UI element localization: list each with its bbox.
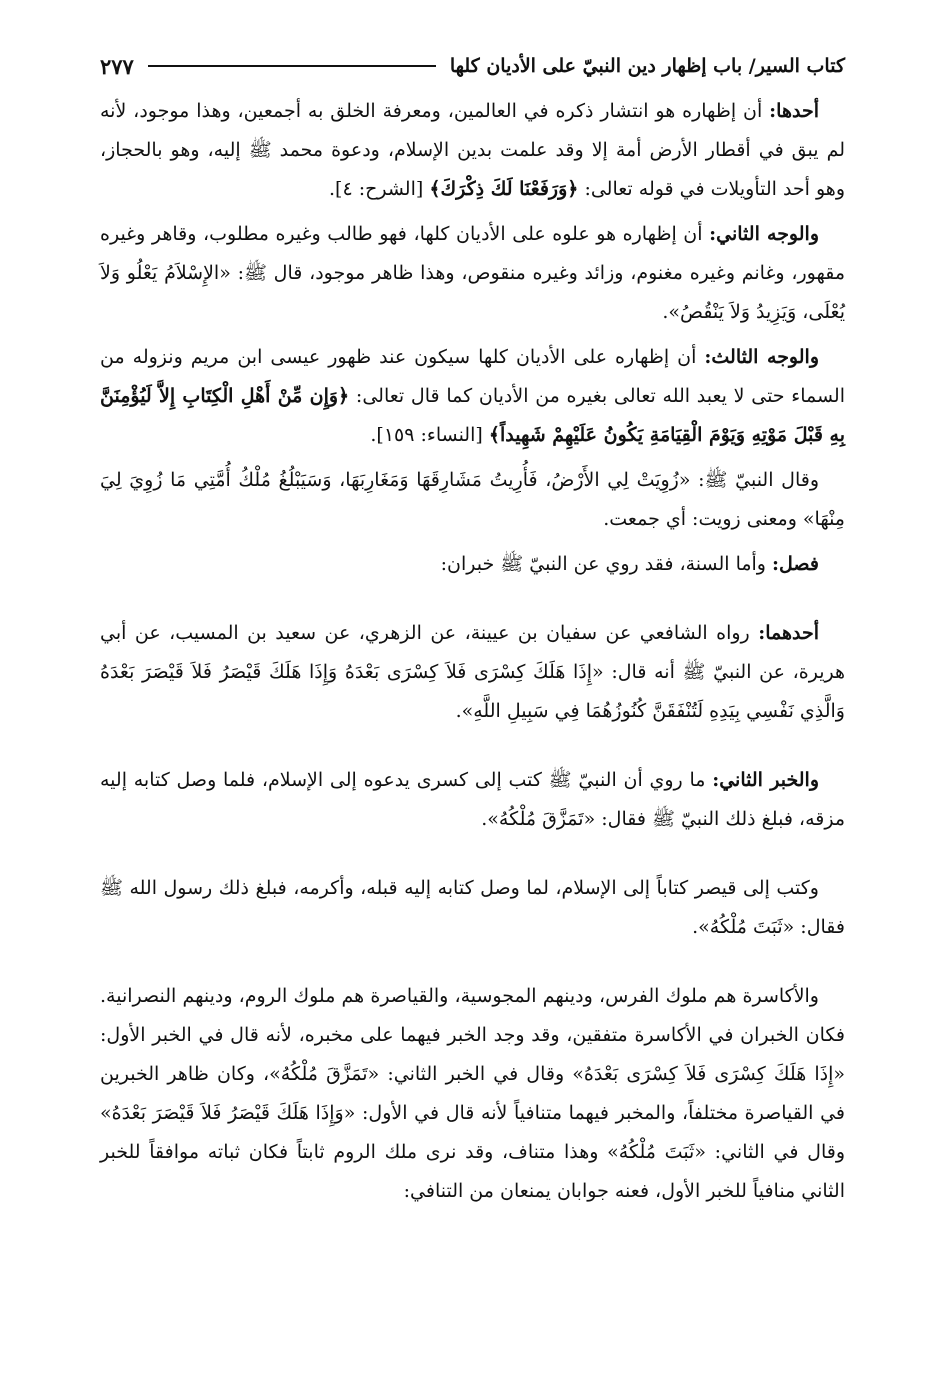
body-text xyxy=(100,92,845,1211)
paragraph-text: أن إظهاره على الأديان كلها سيكون عند ظهور عيسى ابن مريم ونزوله من السماء حتى لا يعبد الله تعالى بغيره من الأديان كما قال تعالى: xyxy=(100,346,845,407)
paragraph-text: أن إظهاره هو علوه على الأديان كلها، فهو طالب وغيره مطلوب، وقاهر وغيره مقهور، وغانم وغيره مغنوم، وزائد وغيره منقوص، وهذا ظاهر موجود، قال ﷺ: «الإِسْلاَمُ يَعْلُو وَلاَ يُعْلَى، وَيَزِيدُ وَلاَ يَنْقُصُ». xyxy=(100,223,845,323)
paragraph-text: وكتب إلى قيصر كتاباً إلى الإسلام، لما وصل كتابه إليه قبله، وأكرمه، فبلغ ذلك رسول الله ﷺ فقال: «ثَبَتَ مُلْكُهُ». xyxy=(100,877,845,938)
paragraph-lead: والخبر الثاني: xyxy=(712,769,819,791)
paragraph-8 xyxy=(100,869,845,947)
paragraph-7 xyxy=(100,761,845,839)
citation: [الشرح: ٤]. xyxy=(328,178,430,200)
paragraph-text: أن إظهاره هو انتشار ذكره في العالمين، ومعرفة الخلق به أجمعين، وهذا موجود، لأنه لم يبق في أقطار الأرض أمة إلا وقد علمت بدين الإسلام، ودعوة محمد ﷺ إليه، وهو بالحجاز، وهو أحد التأويلات في قوله تعالى: xyxy=(100,100,845,200)
paragraph-lead: والوجه الثالث: xyxy=(704,346,819,368)
running-title: كتاب السير/ باب إظهار دين النبيّ على الأديان كلها xyxy=(449,55,845,77)
paragraph-2 xyxy=(100,215,845,332)
paragraph-lead: فصل: xyxy=(772,553,819,575)
paragraph-9 xyxy=(100,977,845,1211)
paragraph-5 xyxy=(100,545,845,584)
paragraph-lead: والوجه الثاني: xyxy=(709,223,819,245)
paragraph-text: رواه الشافعي عن سفيان بن عيينة، عن الزهري، عن سعيد بن المسيب، عن أبي هريرة، عن النبيّ ﷺ أنه قال: «إِذَا هَلَكَ كِسْرَى فَلاَ كِسْرَى بَعْدَهُ وَإِذَا هَلَكَ قَيْصَرُ فَلاَ قَيْصَرَ بَعْدَهُ وَالَّذِي نَفْسِي بِيَدِهِ لَتُنْفَقَنَّ كُنُوزُهُمَا فِي سَبِيلِ اللَّهِ». xyxy=(100,622,845,722)
paragraph-3 xyxy=(100,338,845,455)
paragraph-6 xyxy=(100,614,845,731)
quran-quote: ﴿وَرَفَعْنَا لَكَ ذِكْرَكَ﴾ xyxy=(429,178,579,200)
paragraph-text: وقال النبيّ ﷺ: «زُوِيَتْ لِي الأَرْضُ، فَأُرِيتُ مَشَارِقَهَا وَمَغَارِبَهَا، وَسَيَبْلُغُ مُلْكُ أُمَّتِي مَا زُوِيَ لِيَ مِنْهَا» ومعنى زويت: أي جمعت. xyxy=(100,469,845,530)
page-number: ٢٧٧ xyxy=(100,53,134,79)
paragraph-1 xyxy=(100,92,845,209)
paragraph-text: والأكاسرة هم ملوك الفرس، ودينهم المجوسية، والقياصرة هم ملوك الروم، ودينهم النصرانية. فكان الخبران في الأكاسرة متفقين، وقد وجد الخبر فيهما على مخبره، لأنه قال في الخبر الأول: «إِذَا هَلَكَ كِسْرَى فَلاَ كِسْرَى بَعْدَهُ» وقال في الخبر الثاني: «تَمَزَّقَ مُلْكُهُ»، وكان ظاهر الخبرين في القياصرة مختلفاً، والمخبر فيهما متنافياً لأنه قال في الأول: «وَإِذَا هَلَكَ قَيْصَرُ فَلاَ قَيْصَرَ بَعْدَهُ» وقال في الثاني: «ثَبَتَ مُلْكُهُ» وهذا متناف، وقد نرى ملك الروم ثابتاً فكان ثباته موافقاً للخبر الثاني منافياً للخبر الأول، فعنه جوابان يمنعان من التنافي: xyxy=(100,985,845,1202)
quran-quote: ﴿وَإِن مِّنْ أَهْلِ الْكِتَابِ إِلاَّ لَيُؤْمِنَنَّ بِهِ قَبْلَ مَوْتِهِ وَيَوْمَ الْقِيَامَةِ يَكُونُ عَلَيْهِمْ شَهِيداً﴾ xyxy=(100,385,845,446)
paragraph-lead: أحدها: xyxy=(769,100,819,122)
header-rule xyxy=(148,65,436,67)
page-header xyxy=(100,48,845,84)
paragraph-text: ما روي أن النبيّ ﷺ كتب إلى كسرى يدعوه إلى الإسلام، فلما وصل كتابه إليه مزقه، فبلغ ذلك النبيّ ﷺ فقال: «تَمَزَّقَ مُلْكُهُ». xyxy=(100,769,845,830)
paragraph-4 xyxy=(100,461,845,539)
paragraph-text: وأما السنة، فقد روي عن النبيّ ﷺ خبران: xyxy=(440,553,773,575)
citation: [النساء: ١٥٩]. xyxy=(370,424,489,446)
paragraph-lead: أحدهما: xyxy=(758,622,819,644)
